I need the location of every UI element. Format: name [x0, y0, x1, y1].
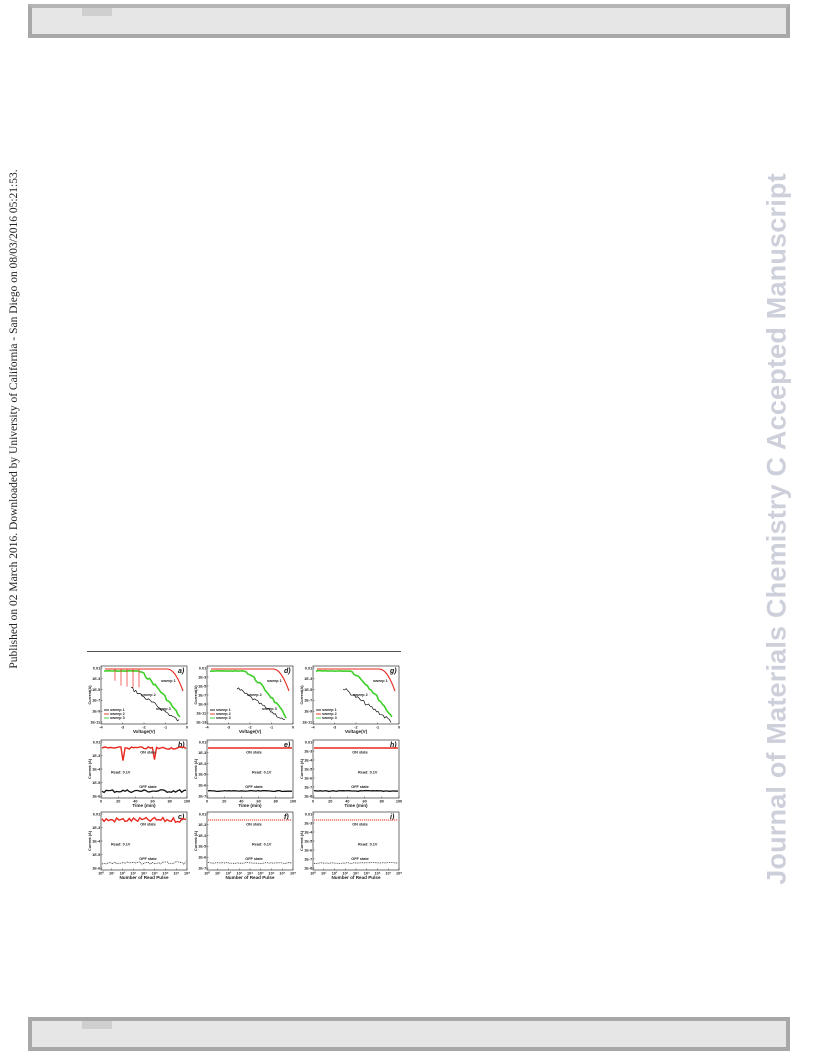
- panel-label: a): [178, 668, 185, 675]
- y-tick-label: 1E-6: [92, 794, 101, 799]
- footer-bar: [28, 1017, 790, 1051]
- panel-b: [88, 736, 190, 808]
- read-voltage-label: Read: 0.1V: [358, 770, 378, 775]
- x-tick-label: 20: [116, 799, 121, 804]
- panel-b-svg: [88, 736, 190, 808]
- read-voltage-label: Read: 0.1V: [358, 842, 378, 847]
- read-voltage-label: Read: 0.1V: [252, 842, 272, 847]
- y-tick-label: 0.01: [198, 666, 207, 671]
- panel-c: [88, 808, 190, 880]
- y-tick-label: 1E-4: [92, 839, 101, 844]
- panel-f: [194, 808, 296, 880]
- y-tick-label: 1E-5: [198, 844, 207, 849]
- y-axis-label: Current (A): [194, 830, 199, 852]
- legend-entry: sweep 3: [216, 716, 231, 720]
- y-tick-label: 1E-13: [196, 720, 207, 725]
- x-tick-label: 20: [328, 799, 333, 804]
- x-tick-label: 10³: [236, 871, 242, 876]
- y-tick-label: 0.01: [92, 666, 101, 671]
- y-tick-label: 1E-4: [92, 767, 101, 772]
- x-tick-label: 10³: [342, 871, 348, 876]
- legend-entry: sweep 2: [322, 712, 337, 716]
- panel-f-svg: [194, 808, 296, 880]
- plot-frame: [207, 740, 293, 798]
- journal-watermark: Journal of Materials Chemistry C Accepted Manuscript: [761, 173, 792, 885]
- y-tick-label: 1E-4: [304, 758, 313, 763]
- x-axis-label: Voltage(V): [238, 729, 262, 734]
- x-tick-label: 10⁷: [279, 871, 286, 876]
- y-tick-label: 1E-3: [198, 823, 207, 828]
- panel-c-svg: [88, 808, 190, 880]
- y-tick-label: 0.01: [92, 812, 101, 817]
- series-off-state: [102, 862, 186, 864]
- series-off-state: [314, 791, 398, 792]
- y-axis-label: Current(A): [300, 685, 305, 705]
- y-axis-label: Current (A): [300, 830, 305, 852]
- y-tick-label: 1E-7: [198, 693, 207, 698]
- x-tick-label: -1: [163, 725, 168, 730]
- y-tick-label: 1E-11: [90, 720, 101, 725]
- y-tick-label: 1E-3: [92, 677, 101, 682]
- panel-e: [194, 736, 296, 808]
- x-tick-label: 10⁴: [352, 871, 360, 876]
- y-tick-label: 1E-3: [304, 821, 313, 826]
- y-axis-label: Current (A): [88, 758, 93, 780]
- plot-frame: [313, 812, 399, 870]
- x-tick-label: 0: [291, 725, 295, 730]
- x-tick-label: 10⁸: [395, 871, 402, 876]
- y-tick-label: 1E-3: [198, 751, 207, 756]
- legend-entry: sweep 2: [110, 712, 125, 716]
- series-off-state: [208, 863, 292, 864]
- panel-label: f): [284, 814, 289, 821]
- x-tick-label: 10⁰: [98, 871, 104, 876]
- off-state-label: OFF state: [351, 857, 369, 861]
- legend: [210, 708, 231, 720]
- x-axis-label: Time (min): [344, 803, 368, 808]
- y-tick-label: 0.01: [198, 812, 207, 817]
- sweep-annotation: sweep 1: [373, 679, 388, 683]
- y-tick-label: 0.01: [92, 740, 101, 745]
- legend-entry: sweep 1: [216, 708, 231, 712]
- y-tick-label: 1E-7: [304, 857, 313, 862]
- y-tick-label: 1E-5: [198, 684, 207, 689]
- panel-i: [300, 808, 402, 880]
- x-tick-label: 100: [395, 799, 402, 804]
- x-tick-label: 10⁷: [385, 871, 392, 876]
- panel-label: i): [390, 814, 395, 821]
- y-tick-label: 1E-7: [304, 785, 313, 790]
- sweep-annotation: sweep 1: [161, 679, 176, 683]
- x-tick-label: 60: [150, 799, 155, 804]
- legend-entry: sweep 1: [110, 708, 125, 712]
- x-tick-label: 10³: [130, 871, 136, 876]
- y-tick-label: 0.01: [304, 666, 313, 671]
- y-tick-label: 1E-11: [196, 711, 207, 716]
- x-tick-label: 10¹: [321, 871, 327, 876]
- x-tick-label: 10²: [119, 871, 126, 876]
- x-tick-label: 0: [205, 799, 209, 804]
- sweep-annotation: sweep 2: [353, 693, 368, 697]
- y-tick-label: 1E-5: [304, 839, 313, 844]
- y-tick-label: 1E-8: [304, 866, 313, 871]
- plot-frame: [313, 740, 399, 798]
- panel-h: [300, 736, 402, 808]
- x-tick-label: 60: [362, 799, 367, 804]
- y-tick-label: 1E-3: [92, 753, 101, 758]
- y-tick-label: 1E-3: [198, 675, 207, 680]
- series-off-state: [208, 791, 292, 792]
- y-tick-label: 1E-9: [304, 709, 313, 714]
- x-tick-label: 80: [273, 799, 278, 804]
- panel-a: [88, 662, 190, 734]
- y-axis-label: Current(A): [194, 685, 199, 705]
- y-tick-label: 1E-6: [198, 855, 207, 860]
- footer-bar-tab: [82, 1021, 112, 1029]
- x-tick-label: 80: [379, 799, 384, 804]
- x-tick-label: -4: [205, 725, 209, 730]
- x-tick-label: 10⁶: [374, 871, 381, 876]
- sweep-annotation: sweep 2: [141, 693, 156, 697]
- read-voltage-label: Read: 0.1V: [111, 770, 131, 775]
- y-tick-label: 0.01: [304, 812, 313, 817]
- x-tick-label: 10⁷: [173, 871, 180, 876]
- y-tick-label: 1E-7: [198, 866, 207, 871]
- x-axis-label: Time (min): [132, 803, 156, 808]
- plot-frame: [207, 812, 293, 870]
- legend-entry: sweep 1: [322, 708, 337, 712]
- x-tick-label: -3: [226, 725, 231, 730]
- legend-entry: sweep 3: [110, 716, 125, 720]
- y-tick-label: 0.01: [304, 740, 313, 745]
- y-tick-label: 1E-6: [92, 866, 101, 871]
- panel-g-svg: [300, 662, 402, 734]
- panel-label: g): [390, 668, 397, 675]
- x-tick-label: 10¹: [215, 871, 221, 876]
- x-tick-label: 0: [397, 725, 401, 730]
- y-tick-label: 1E-6: [304, 776, 313, 781]
- y-tick-label: 1E-4: [198, 833, 207, 838]
- x-tick-label: 10²: [331, 871, 338, 876]
- x-tick-label: 0: [185, 725, 189, 730]
- x-tick-label: 10⁸: [289, 871, 296, 876]
- panel-i-svg: [300, 808, 402, 880]
- panel-a-svg: [88, 662, 190, 734]
- y-tick-label: 1E-7: [92, 698, 101, 703]
- y-tick-label: 1E-4: [304, 830, 313, 835]
- x-tick-label: 10⁵: [151, 871, 158, 876]
- on-state-label: ON state: [246, 750, 262, 755]
- on-state-label: ON state: [352, 822, 368, 827]
- y-tick-label: 1E-5: [92, 852, 101, 857]
- y-tick-label: 1E-3: [304, 749, 313, 754]
- off-state-label: OFF state: [139, 785, 157, 789]
- header-bar: [28, 4, 790, 38]
- x-tick-label: 100: [289, 799, 296, 804]
- x-axis-label: Number of Read Pulse: [119, 875, 169, 880]
- x-tick-label: 10²: [225, 871, 232, 876]
- publication-note: Published on 02 March 2016. Downloaded by University of California - San Diego on 08/03/2016 05:21:53.: [8, 169, 20, 669]
- y-axis-label: Current (A): [88, 830, 93, 852]
- x-tick-label: 20: [222, 799, 227, 804]
- x-tick-label: -2: [142, 725, 146, 730]
- panel-label: b): [178, 742, 185, 749]
- panel-g: [300, 662, 402, 734]
- y-tick-label: 1E-6: [304, 848, 313, 853]
- sweep-annotation: sweep 3: [156, 707, 171, 711]
- on-state-label: ON state: [352, 750, 368, 755]
- y-tick-label: 1E-8: [304, 794, 313, 799]
- x-tick-label: 10¹: [109, 871, 115, 876]
- y-tick-label: 1E-5: [92, 687, 101, 692]
- x-tick-label: 80: [167, 799, 172, 804]
- x-axis-label: Voltage(V): [132, 729, 156, 734]
- y-tick-label: 1E-7: [304, 698, 313, 703]
- x-tick-label: 10⁰: [310, 871, 316, 876]
- figure-top-rule: [87, 651, 401, 652]
- sweep-annotation: sweep 1: [267, 679, 282, 683]
- x-axis-label: Number of Read Pulse: [331, 875, 381, 880]
- on-state-label: ON state: [246, 822, 262, 827]
- read-voltage-label: Read: 0.1V: [111, 842, 131, 847]
- x-tick-label: 10⁶: [162, 871, 169, 876]
- y-tick-label: 1E-5: [304, 767, 313, 772]
- y-tick-label: 0.01: [198, 740, 207, 745]
- x-tick-label: 10⁵: [257, 871, 264, 876]
- y-tick-label: 1E-5: [92, 780, 101, 785]
- legend-entry: sweep 3: [322, 716, 337, 720]
- y-axis-label: Current (A): [194, 758, 199, 780]
- y-tick-label: 1E-4: [198, 761, 207, 766]
- y-tick-label: 1E-6: [198, 783, 207, 788]
- y-tick-label: 1E-11: [302, 720, 313, 725]
- x-tick-label: -4: [99, 725, 103, 730]
- x-tick-label: 10⁴: [246, 871, 254, 876]
- series-off-state: [102, 790, 186, 793]
- on-state-label: ON state: [140, 750, 156, 755]
- sweep-annotation: sweep 2: [247, 693, 262, 697]
- x-tick-label: 40: [239, 799, 244, 804]
- x-tick-label: -2: [248, 725, 252, 730]
- y-tick-label: 1E-3: [304, 677, 313, 682]
- x-tick-label: 100: [183, 799, 190, 804]
- x-tick-label: -1: [269, 725, 274, 730]
- x-tick-label: 0: [311, 799, 315, 804]
- read-voltage-label: Read: 0.1V: [252, 770, 272, 775]
- panel-d: [194, 662, 296, 734]
- off-state-label: OFF state: [139, 857, 157, 861]
- figure-panels: [88, 662, 400, 880]
- y-axis-label: Current(A): [88, 685, 93, 705]
- y-tick-label: 1E-5: [198, 772, 207, 777]
- panel-label: c): [178, 814, 185, 821]
- panel-label: e): [284, 742, 291, 749]
- y-tick-label: 1E-3: [92, 825, 101, 830]
- x-tick-label: -3: [120, 725, 125, 730]
- on-state-label: ON state: [140, 822, 156, 827]
- x-tick-label: 10⁵: [363, 871, 370, 876]
- legend: [316, 708, 337, 720]
- legend: [104, 708, 125, 720]
- panel-e-svg: [194, 736, 296, 808]
- x-tick-label: 10⁰: [204, 871, 210, 876]
- x-tick-label: 10⁸: [183, 871, 190, 876]
- panel-label: d): [284, 668, 291, 675]
- legend-entry: sweep 2: [216, 712, 231, 716]
- y-tick-label: 1E-7: [198, 794, 207, 799]
- y-axis-label: Current (A): [300, 758, 305, 780]
- x-tick-label: 40: [133, 799, 138, 804]
- x-axis-label: Number of Read Pulse: [225, 875, 275, 880]
- x-tick-label: -1: [375, 725, 380, 730]
- x-tick-label: 10⁴: [140, 871, 148, 876]
- y-tick-label: 1E-9: [198, 702, 207, 707]
- header-bar-tab: [82, 8, 112, 16]
- panel-label: h): [390, 742, 397, 749]
- off-state-label: OFF state: [351, 785, 369, 789]
- x-tick-label: 60: [256, 799, 261, 804]
- x-tick-label: -2: [354, 725, 358, 730]
- x-tick-label: -4: [311, 725, 315, 730]
- x-tick-label: -3: [332, 725, 337, 730]
- off-state-label: OFF state: [245, 785, 263, 789]
- x-tick-label: 0: [99, 799, 103, 804]
- x-tick-label: 40: [345, 799, 350, 804]
- sweep-annotation: sweep 3: [262, 707, 277, 711]
- series-off-state: [314, 863, 398, 864]
- x-tick-label: 10⁶: [268, 871, 275, 876]
- y-tick-label: 1E-9: [92, 709, 101, 714]
- panel-d-svg: [194, 662, 296, 734]
- off-state-label: OFF state: [245, 857, 263, 861]
- x-axis-label: Time (min): [238, 803, 262, 808]
- y-tick-label: 1E-5: [304, 687, 313, 692]
- x-axis-label: Voltage(V): [344, 729, 368, 734]
- panel-h-svg: [300, 736, 402, 808]
